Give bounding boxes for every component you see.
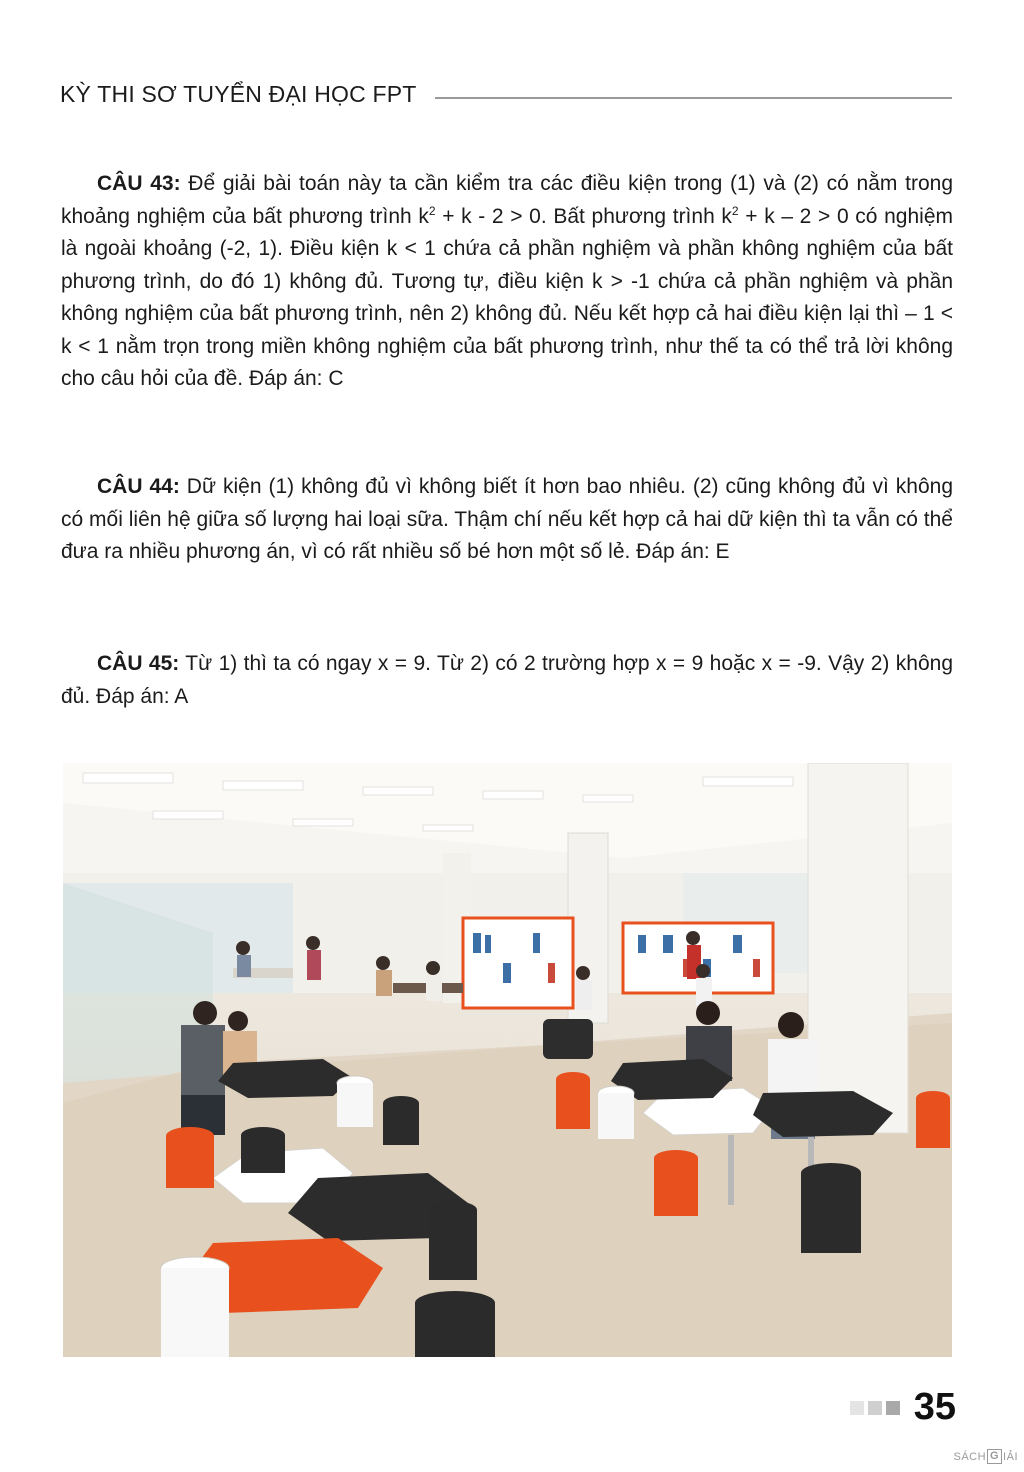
page-number: 35: [913, 1386, 956, 1428]
question-43-text-c: + k – 2 > 0 có nghiệm là ngoài khoảng (-2, 1). Điều kiện k < 1 chứa cả phần nghiệm và phần không nghiệm của bất phương trình, do đó 1) không đủ. Tương tự, điều kiện k > -1 chứa cả phần nghiệm và phần không nghiệm của bất phương trình, nên 2) không đủ. Nếu kết hợp cả hai điều kiện lại thì – 1 < k < 1 nằm trọn trong miền không nghiệm của bất phương trình, như thế ta có thể trả lời không cho câu hỏi của đề. Đáp án: C: [61, 204, 953, 390]
exponent: 2: [731, 203, 739, 218]
question-43-text-a: Để giải bài toán này ta cần kiểm tra các điều kiện trong (1) và (2) có nằm trong khoảng nghiệm của bất phương trình k: [61, 172, 953, 228]
question-45-text: Từ 1) thì ta có ngay x = 9. Từ 2) có 2 trường hợp x = 9 hoặc x = -9. Vậy 2) không đủ. Đáp án: A: [61, 652, 954, 708]
question-45-label: CÂU 45:: [97, 652, 180, 675]
header-rule: [435, 97, 952, 99]
watermark-right: IẢI: [1003, 1450, 1018, 1463]
column-large: [808, 763, 908, 1133]
page-footer: [850, 1386, 956, 1429]
question-43-label: CÂU 43:: [97, 172, 181, 195]
question-44-block: [61, 471, 953, 569]
library-photo-illustration: [63, 763, 952, 1357]
header-title: KỲ THI SƠ TUYỂN ĐẠI HỌC FPT: [60, 80, 417, 107]
watermark-left: SÁCH: [953, 1450, 987, 1463]
question-43-text-b: + k - 2 > 0. Bất phương trình k: [435, 204, 732, 228]
footer-square: [868, 1401, 882, 1415]
watermark-box: G: [987, 1449, 1002, 1464]
footer-square: [886, 1401, 900, 1415]
watermark: [953, 1449, 1018, 1464]
exponent: 2: [428, 203, 436, 218]
page-header: [60, 76, 952, 112]
question-44-label: CÂU 44:: [97, 475, 180, 498]
question-45-block: [61, 648, 953, 713]
library-photo: [63, 763, 952, 1357]
question-44-text: Dữ kiện (1) không đủ vì không biết ít hơn bao nhiêu. (2) cũng không đủ vì không có mối liên hệ giữa số lượng hai loại sữa. Thậm chí nếu kết hợp cả hai dữ kiện thì ta vẫn có thể đưa ra nhiều phương án, vì có rất nhiều số bé hơn một số lẻ. Đáp án: E: [61, 475, 953, 563]
question-43-paragraph: [61, 168, 953, 396]
question-43-block: [61, 168, 953, 396]
question-45-paragraph: [61, 648, 953, 713]
question-44-paragraph: [61, 471, 953, 569]
footer-square: [850, 1401, 864, 1415]
